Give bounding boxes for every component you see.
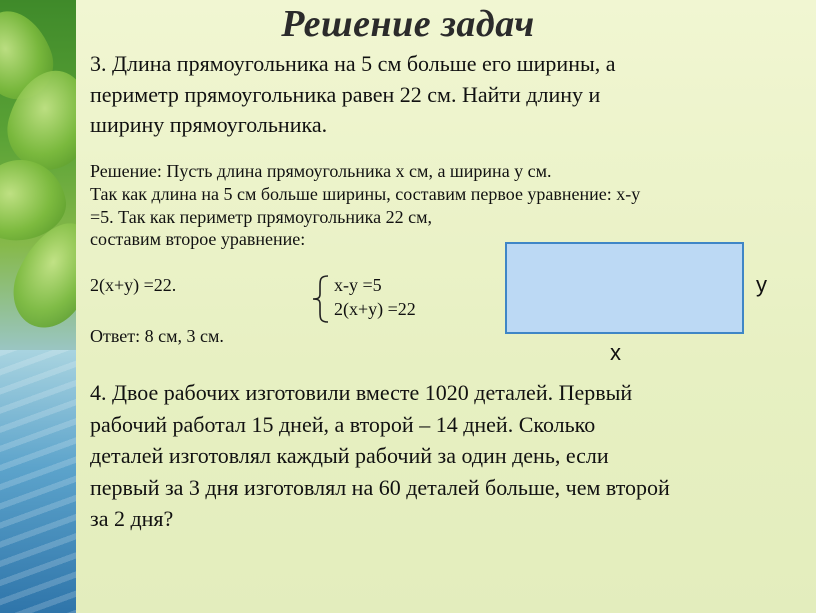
problem-4-line: первый за 3 дня изготовлял на 60 деталей больше, чем второй <box>90 474 670 500</box>
problem-4-line: деталей изготовлял каждый рабочий за один день, если <box>90 443 609 468</box>
system-brace <box>310 274 332 324</box>
problem-3 <box>90 49 616 141</box>
system-equation-1: х-у =5 <box>334 275 382 295</box>
solution-line: =5. Так как периметр прямоугольника 22 см, <box>90 206 432 227</box>
solution-line: составим второе уравнение: <box>90 229 306 250</box>
label-width-y: у <box>756 272 767 297</box>
label-length-x: х <box>610 340 621 365</box>
problem-4-line: 4. Двое рабочих изготовили вместе 1020 деталей. Первый <box>90 380 633 405</box>
solution-line: Решение: Пусть длина прямоугольника х см, а ширина у см. <box>90 161 552 181</box>
system-equation-2: 2(х+у) =22 <box>334 299 416 319</box>
problem-3-line: ширину прямоугольника. <box>90 112 328 137</box>
answer: Ответ: 8 см, 3 см. <box>90 326 224 346</box>
problem-4 <box>90 377 670 535</box>
solution-text <box>90 160 640 251</box>
problem-4-line: рабочий работал 15 дней, а второй – 14 дней. Сколько <box>90 411 596 437</box>
problem-4-line: за 2 дня? <box>90 506 174 531</box>
leaf-decoration <box>0 0 76 613</box>
solution-line: Так как длина на 5 см больше ширины, составим первое уравнение: х-у <box>90 183 641 204</box>
equation-left: 2(х+у) =22. <box>90 275 177 295</box>
problem-3-line: периметр прямоугольника равен 22 см. Найти длину и <box>90 81 601 107</box>
problem-3-line: 3. Длина прямоугольника на 5 см больше его ширины, а <box>90 51 616 76</box>
rectangle-diagram <box>505 242 744 334</box>
slide-title: Решение задач <box>281 3 535 45</box>
water-decoration <box>0 350 76 613</box>
